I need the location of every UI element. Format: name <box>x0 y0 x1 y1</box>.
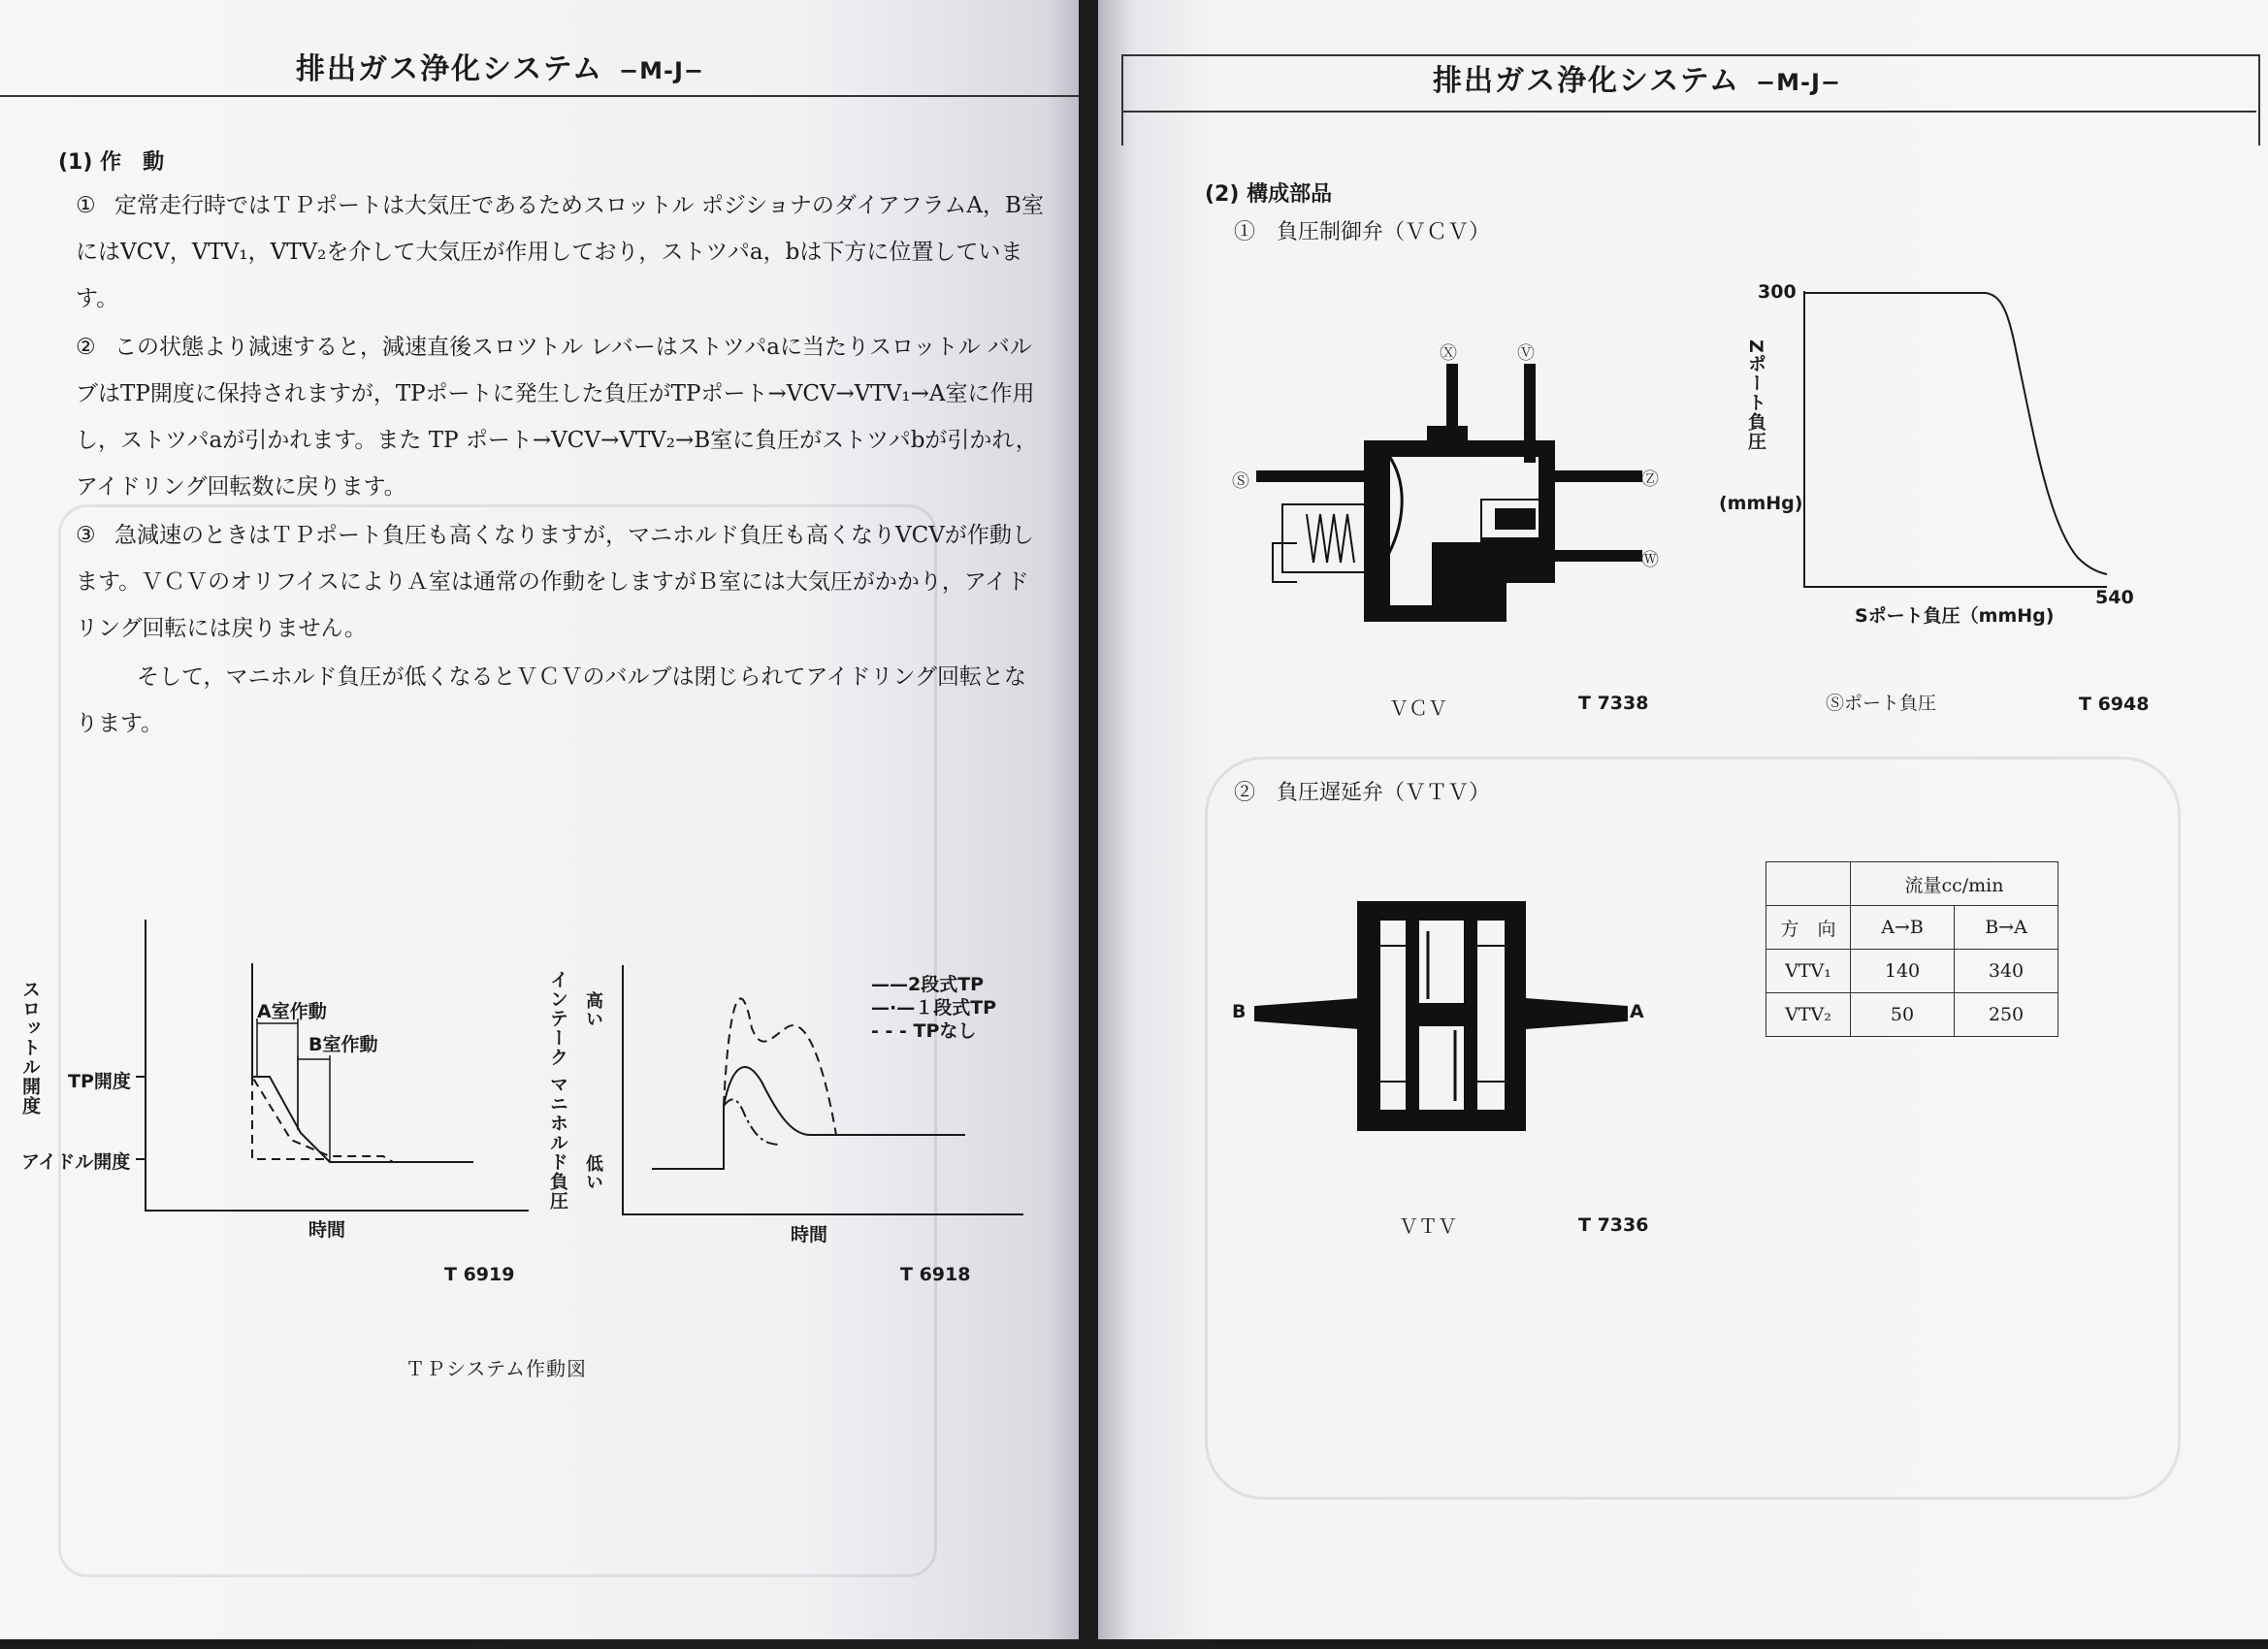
vcv-code: T 7338 <box>1578 693 1649 714</box>
vcv-chart-caption: Ⓢポート負圧 <box>1826 693 1937 714</box>
table-row <box>1766 862 2058 906</box>
chart2-y-title: インテーク マニホルド負圧 <box>547 970 568 1211</box>
vtv-port-a: A <box>1630 1001 1644 1022</box>
chart2-legend-none: - - - TPなし <box>871 1020 977 1042</box>
vcv-port-w: Ⓦ <box>1641 550 1659 570</box>
vtv-port-a-tube <box>1525 999 1627 1028</box>
vcv-chart-y-unit: (mmHg) <box>1719 493 1803 514</box>
paragraph-number: ③ <box>76 523 96 548</box>
table-cell: 50 <box>1851 993 1955 1037</box>
header-model: −M-J− <box>619 57 704 84</box>
table-row <box>1766 906 2058 950</box>
vtv-port-b: B <box>1232 1001 1247 1022</box>
vcv-title: ① 負圧制御弁（ＶＣＶ） <box>1234 220 1491 244</box>
table-row-name: VTV₁ <box>1766 950 1851 993</box>
table-cell: 340 <box>1955 950 2058 993</box>
table-header-direction: 方 向 <box>1766 906 1851 950</box>
vcv-port-x: Ⓧ <box>1440 343 1457 364</box>
paragraph-text: そして，マニホルド負圧が低くなるとＶＣＶのバルブは閉じられてアイドリング回転となります。 <box>76 664 1027 736</box>
chart2-svg <box>0 0 1079 1639</box>
chart1-tp-label: TP開度 <box>68 1071 131 1092</box>
table-cell: 140 <box>1851 950 1955 993</box>
chart1-b-label: B室作動 <box>308 1034 378 1055</box>
paragraph-number: ① <box>76 193 96 218</box>
vcv-chart-y-title: Zポート負圧 <box>1745 340 1766 451</box>
table-cell <box>1766 862 1851 906</box>
chart2-x-label: 時間 <box>791 1224 828 1245</box>
table-row-name: VTV₂ <box>1766 993 1851 1037</box>
chart2-code: T 6918 <box>900 1264 971 1285</box>
vcv-port-s: Ⓢ <box>1232 471 1249 492</box>
table-header-b-to-a: B→A <box>1955 906 2058 950</box>
figure-caption: ＴＰシステム作動図 <box>405 1357 587 1380</box>
chart1-a-label: A室作動 <box>257 1001 327 1022</box>
paragraph-text: 急減速のときはＴＰポート負圧も高くなりますが，マニホルド負圧も高くなりVCVが作動します。ＶＣＶのオリフイスによりＡ室は通常の作動をしますがＢ室には大気圧がかかり，アイドリング回転には戻りません。 <box>76 523 1034 641</box>
paragraph-text: 定常走行時ではＴＰポートは大気圧であるためスロットル ポジショナのダイアフラムA，B室にはVCV，VTV₁，VTV₂を介して大気圧が作用しており，ストツパa，bは下方に位置しています。 <box>76 193 1044 311</box>
chart2-dashdot-line <box>724 1099 781 1145</box>
vtv-port-b-tube <box>1255 999 1360 1028</box>
chart2-axes <box>623 965 1023 1214</box>
vtv-plate-left <box>1407 920 1418 1111</box>
vcv-chart-x-title: Sポート負圧（mmHg) <box>1855 605 2055 627</box>
header-title: 排出ガス浄化システム <box>296 52 603 86</box>
vcv-port-z: Ⓩ <box>1641 469 1659 490</box>
table-header-a-to-b: A→B <box>1851 906 1955 950</box>
section-title: (1) 作 動 <box>58 150 165 175</box>
header-model: −M-J− <box>1756 69 1841 96</box>
vcv-port-v: Ⓥ <box>1517 343 1535 364</box>
vcv-chart-x-max: 540 <box>2095 587 2134 608</box>
table-row <box>1766 950 2058 993</box>
vtv-title: ② 負圧遅延弁（ＶＴＶ） <box>1234 781 1491 805</box>
chart1-x-label: 時間 <box>308 1219 346 1241</box>
header-title: 排出ガス浄化システム <box>1433 64 1740 98</box>
left-page <box>0 0 1079 1639</box>
right-page <box>1098 0 2268 1639</box>
chart1-y-title: スロットル開度 <box>19 980 41 1116</box>
paragraph-number: ② <box>76 335 96 360</box>
chart2-legend-2stage: ——2段式TP <box>871 974 985 995</box>
vcv-label: ＶＣＶ <box>1389 696 1447 720</box>
vtv-label: ＶＴＶ <box>1399 1214 1457 1238</box>
table-row <box>1766 993 2058 1037</box>
table-header-flow: 流量cc/min <box>1851 862 2058 906</box>
vtv-code: T 7336 <box>1578 1214 1649 1236</box>
vtv-diagram <box>1098 0 2268 1639</box>
vcv-chart-y-max: 300 <box>1758 281 1797 303</box>
flow-table <box>1766 861 2058 1037</box>
chart2-high-label: 高い <box>583 991 603 1028</box>
paragraph-text: この状態より減速すると，減速直後スロツトル レバーはストツパaに当たりスロットル バルブはTP開度に保持されますが，TPポートに発生した負圧がTPポート→VCV→VTV₁→A室に作用し，ストツパaが引かれます。また TP ポート→VCV→VTV₂→B室に負圧がストツパbが引かれ，アイドリング回転数に戻ります。 <box>76 335 1038 500</box>
vtv-plate-right <box>1465 920 1476 1111</box>
chart2-legend-1stage: —·—１段式TP <box>871 997 997 1018</box>
chart2-solid-line <box>652 1067 965 1169</box>
chart1-code: T 6919 <box>444 1264 515 1285</box>
vtv-center-disc <box>1418 1004 1465 1025</box>
chart1-idle-label: アイドル開度 <box>21 1151 131 1173</box>
chart2-low-label: 低い <box>583 1154 603 1191</box>
table-cell: 250 <box>1955 993 2058 1037</box>
vcv-chart-code: T 6948 <box>2079 694 2150 715</box>
section-title: (2) 構成部品 <box>1205 182 1333 207</box>
